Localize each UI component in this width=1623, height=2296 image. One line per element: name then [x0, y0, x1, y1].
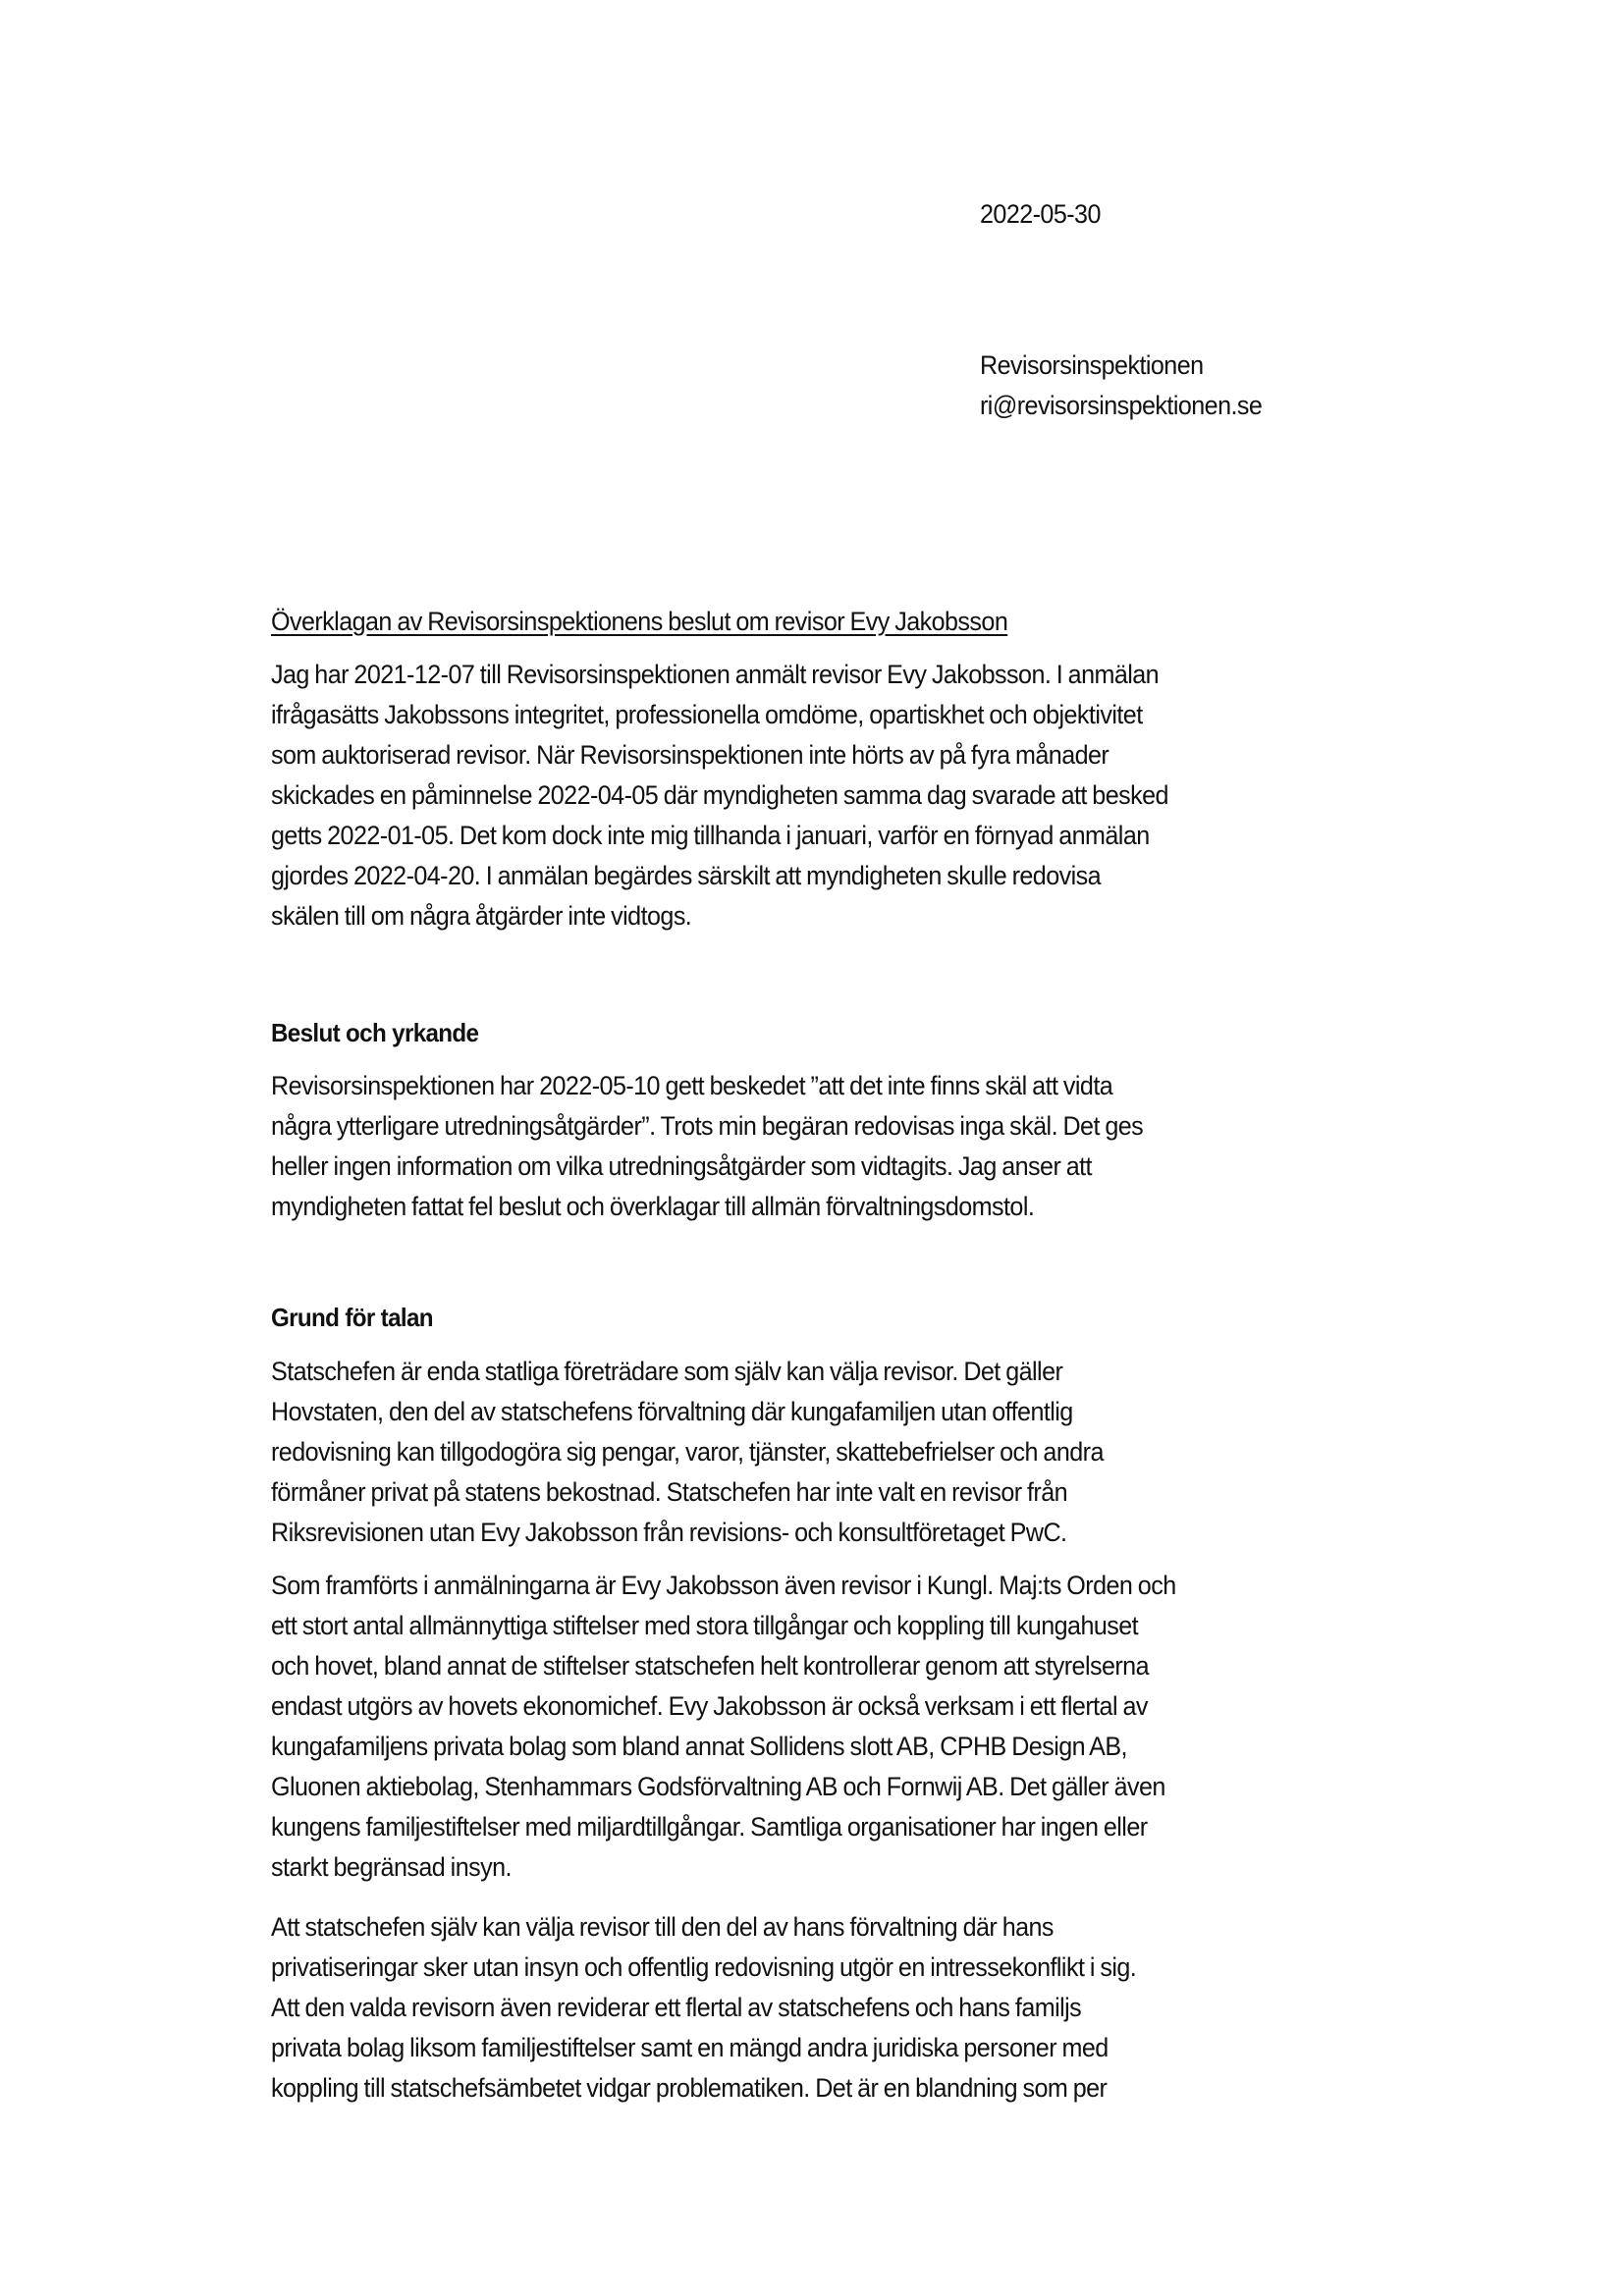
recipient-email-text: ri@revisorsinspektionen.se — [980, 391, 1263, 420]
paragraph-line — [271, 1472, 1449, 1513]
line-text: några ytterligare utredningsåtgärder”. Trots min begäran redovisas inga skäl. Det ges — [271, 1111, 1144, 1141]
subject-line — [271, 602, 1063, 642]
line-text: getts 2022-01-05. Det kom dock inte mig tillhanda i januari, varför en förnyad anmälan — [271, 821, 1150, 850]
line-text: Som framförts i anmälningarna är Evy Jakobsson även revisor i Kungl. Maj:ts Orden och — [271, 1571, 1176, 1600]
paragraph-line — [271, 1767, 1449, 1807]
line-text: gjordes 2022-04-20. I anmälan begärdes särskilt att myndigheten skulle redovisa — [271, 861, 1102, 890]
line-text: Hovstaten, den del av statschefens förvaltning där kungafamiljen utan offentlig — [271, 1397, 1073, 1426]
line-text: ett stort antal allmännyttiga stiftelser med stora tillgångar och koppling till kungahuset — [271, 1611, 1139, 1640]
subject-text: Överklagan av Revisorsinspektionens beslut om revisor Evy Jakobsson — [271, 607, 1008, 636]
paragraph-line — [271, 1727, 1449, 1767]
paragraph-line — [271, 1106, 1449, 1147]
letter-date-text: 2022-05-30 — [980, 199, 1101, 229]
paragraph-line — [271, 775, 1449, 816]
line-text: endast utgörs av hovets ekonomichef. Evy Jakobsson är också verksam i ett flertal av — [271, 1691, 1148, 1721]
paragraph-line — [271, 1988, 1449, 2028]
paragraph-line — [271, 655, 1449, 695]
line-text: Att statschefen själv kan välja revisor till den del av hans förvaltning där hans — [271, 1912, 1054, 1942]
paragraph-line — [271, 1686, 1449, 1727]
paragraph-line — [271, 1432, 1449, 1472]
paragraph-line — [271, 1847, 1449, 1888]
paragraph-line — [271, 735, 1449, 775]
paragraph-line — [271, 1187, 1449, 1227]
line-text: ifrågasätts Jakobssons integritet, professionella omdöme, opartiskhet och objektivitet — [271, 700, 1143, 729]
intro-paragraph — [271, 655, 1449, 936]
paragraph-line — [271, 1948, 1449, 1988]
paragraph-line — [271, 1907, 1449, 1948]
paragraph-line — [271, 856, 1449, 896]
line-text: Jag har 2021-12-07 till Revisorsinspektionen anmält revisor Evy Jakobsson. I anmälan — [271, 660, 1160, 689]
grund-paragraph-3 — [271, 1907, 1449, 2109]
line-text: förmåner privat på statens bekostnad. Statschefen har inte valt en revisor från — [271, 1477, 1068, 1507]
line-text: skälen till om några åtgärder inte vidtogs. — [271, 901, 692, 931]
paragraph-line — [271, 1807, 1449, 1847]
paragraph-line — [271, 1352, 1449, 1392]
recipient-name-text: Revisorsinspektionen — [980, 350, 1204, 380]
paragraph-line — [271, 1606, 1449, 1646]
line-text: Gluonen aktiebolag, Stenhammars Godsförvaltning AB och Fornwij AB. Det gäller även — [271, 1772, 1165, 1801]
line-text: koppling till statschefsämbetet vidgar problematiken. Det är en blandning som per — [271, 2073, 1108, 2103]
paragraph-line — [271, 1066, 1449, 1106]
line-text: starkt begränsad insyn. — [271, 1852, 512, 1882]
paragraph-line — [271, 1392, 1449, 1432]
section-heading-beslut — [271, 1013, 494, 1053]
beslut-paragraph — [271, 1066, 1449, 1227]
line-text: Riksrevisionen utan Evy Jakobsson från revisions- och konsultföretaget PwC. — [271, 1518, 1067, 1547]
line-text: privata bolag liksom familjestiftelser samt en mängd andra juridiska personer med — [271, 2033, 1109, 2062]
line-text: skickades en påminnelse 2022-04-05 där myndigheten samma dag svarade att besked — [271, 780, 1168, 810]
recipient-email — [980, 386, 1283, 426]
grund-paragraph-1 — [271, 1352, 1449, 1553]
line-text: Att den valda revisorn även reviderar ett flertal av statschefens och hans familjs — [271, 1993, 1082, 2022]
paragraph-line — [271, 816, 1449, 856]
recipient-block — [980, 346, 1283, 426]
line-text: kungafamiljens privata bolag som bland annat Sollidens slott AB, CPHB Design AB, — [271, 1732, 1127, 1761]
heading-text: Grund för talan — [271, 1303, 433, 1332]
line-text: Revisorsinspektionen har 2022-05-10 gett beskedet ”att det inte finns skäl att vidta — [271, 1071, 1113, 1100]
section-heading-grund — [271, 1298, 445, 1338]
line-text: kungens familjestiftelser med miljardtillgångar. Samtliga organisationer har ingen eller — [271, 1812, 1148, 1842]
line-text: Statschefen är enda statliga företrädare som själv kan välja revisor. Det gäller — [271, 1357, 1063, 1386]
paragraph-line — [271, 1566, 1449, 1606]
line-text: heller ingen information om vilka utredningsåtgärder som vidtagits. Jag anser att — [271, 1151, 1092, 1181]
line-text: privatiseringar sker utan insyn och offentlig redovisning utgör en intressekonflikt i sig. — [271, 1952, 1137, 1982]
paragraph-line — [271, 695, 1449, 735]
grund-paragraph-2 — [271, 1566, 1449, 1888]
letter-date — [980, 194, 1109, 235]
line-text: redovisning kan tillgodogöra sig pengar, varor, tjänster, skattebefrielser och andra — [271, 1437, 1104, 1467]
paragraph-line — [271, 896, 1449, 936]
line-text: myndigheten fattat fel beslut och överklagar till allmän förvaltningsdomstol. — [271, 1192, 1035, 1221]
paragraph-line — [271, 2068, 1449, 2109]
paragraph-line — [271, 2028, 1449, 2068]
paragraph-line — [271, 1147, 1449, 1187]
paragraph-line — [271, 1513, 1449, 1553]
heading-text: Beslut och yrkande — [271, 1018, 479, 1047]
recipient-name — [980, 346, 1283, 386]
line-text: som auktoriserad revisor. När Revisorsinspektionen inte hörts av på fyra månader — [271, 740, 1109, 770]
line-text: och hovet, bland annat de stiftelser statschefen helt kontrollerar genom att styrelserna — [271, 1651, 1149, 1681]
paragraph-line — [271, 1646, 1449, 1686]
